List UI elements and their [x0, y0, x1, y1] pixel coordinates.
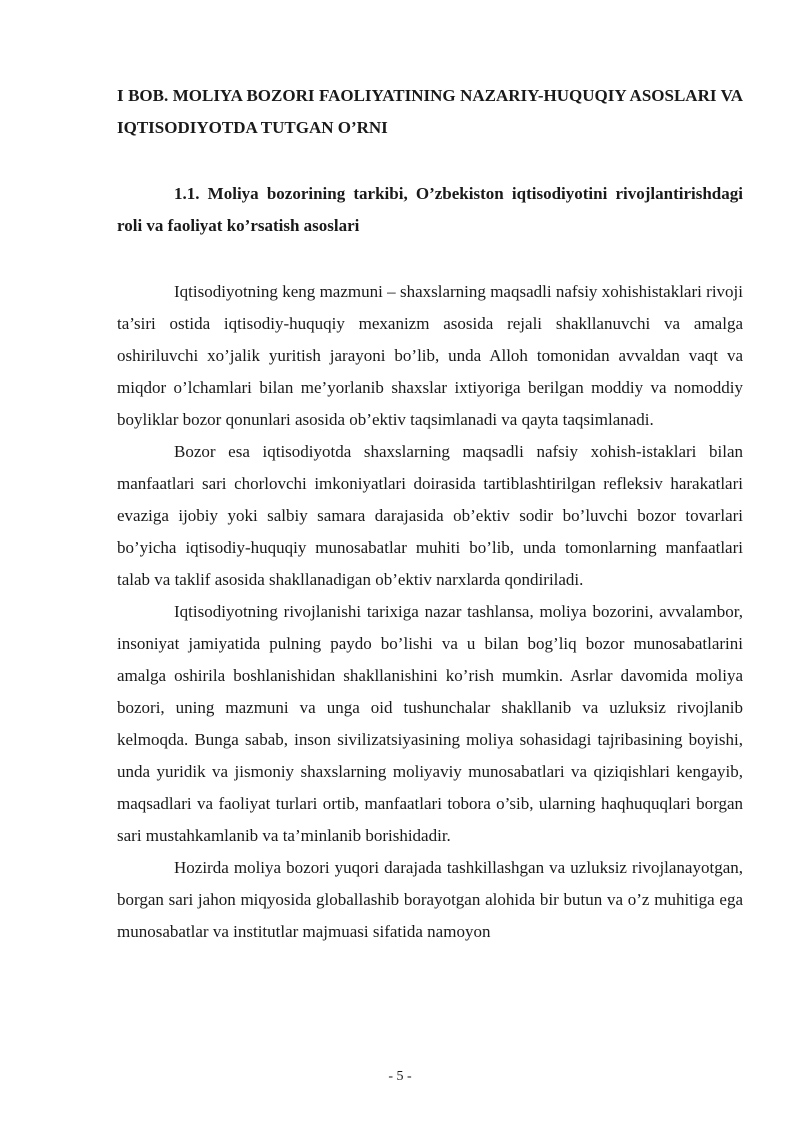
chapter-title: I BOB. MOLIYA BOZORI FAOLIYATINING NAZARIY-HUQUQIY ASOSLARI VA IQTISODIYOTDA TUTGAN O’RNI — [117, 86, 743, 137]
document-page — [117, 80, 743, 948]
page-number: - 5 - — [388, 1069, 412, 1084]
body-paragraph-2: Bozor esa iqtisodiyotda shaxslarning maqsadli nafsiy xohish-istaklari bilan manfaatlari sari chorlovchi imkoniyatlari doirasida tartiblashtirilgan refleksiv harakatlari evaziga ijobiy yoki salbiy samara darajasida ob’ektiv sodir bo’luvchi bozor tovarlari bo’yicha iqtisodiy-huquqiy munosabatlar muhiti bo’lib, unda tomonlarning manfaatlari talab va taklif asosida shakllanadigan ob’ektiv narxlarda qondiriladi. — [117, 442, 743, 589]
body-paragraph-3: Iqtisodiyotning rivojlanishi tarixiga nazar tashlansa, moliya bozorini, avvalambor, insoniyat jamiyatida pulning paydo bo’lishi va u bilan bog’liq bozor munosabatlarini amalga oshirila boshlanishidan shakllanishini ko’rish mumkin. Asrlar davomida moliya bozori, uning mazmuni va unga oid tushunchalar shakllanib va uzluksiz rivojlanib kelmoqda. Bunga sabab, inson sivilizatsiyasining moliya sohasidagi tajribasining boyishi, unda yuridik va jismoniy shaxslarning moliyaviy munosabatlari va qiziqishlari kengayib, maqsadlari va faoliyat turlari ortib, manfaatlari tobora o’sib, ularning haqhuquqlari borgan sari mustahkamlanib va ta’minlanib borishidadir. — [117, 602, 743, 845]
body-paragraph-4: Hozirda moliya bozori yuqori darajada tashkillashgan va uzluksiz rivojlanayotgan, borgan sari jahon miqyosida globallashib borayotgan alohida bir butun va o’z muhitiga ega munosabatlar va institutlar majmuasi sifatida namoyon — [117, 858, 743, 941]
body-paragraph-1: Iqtisodiyotning keng mazmuni – shaxslarning maqsadli nafsiy xohishistaklari rivoji ta’siri ostida iqtisodiy-huquqiy mexanizm asosida rejali shakllanuvchi va amalga oshiriluvchi xo’jalik yuritish jarayoni bo’lib, unda Alloh tomonidan avvaldan vaqt va miqdor o’lchamlari bilan me’yorlanib shaxslar ixtiyoriga berilgan moddiy va nomoddiy boyliklar bozor qonunlari asosida ob’ektiv taqsimlanadi va qayta taqsimlanadi. — [117, 282, 743, 429]
section-title: 1.1. Moliya bozorining tarkibi, O’zbekiston iqtisodiyotini rivojlantirishdagi roli va faoliyat ko’rsatish asoslari — [117, 184, 743, 235]
